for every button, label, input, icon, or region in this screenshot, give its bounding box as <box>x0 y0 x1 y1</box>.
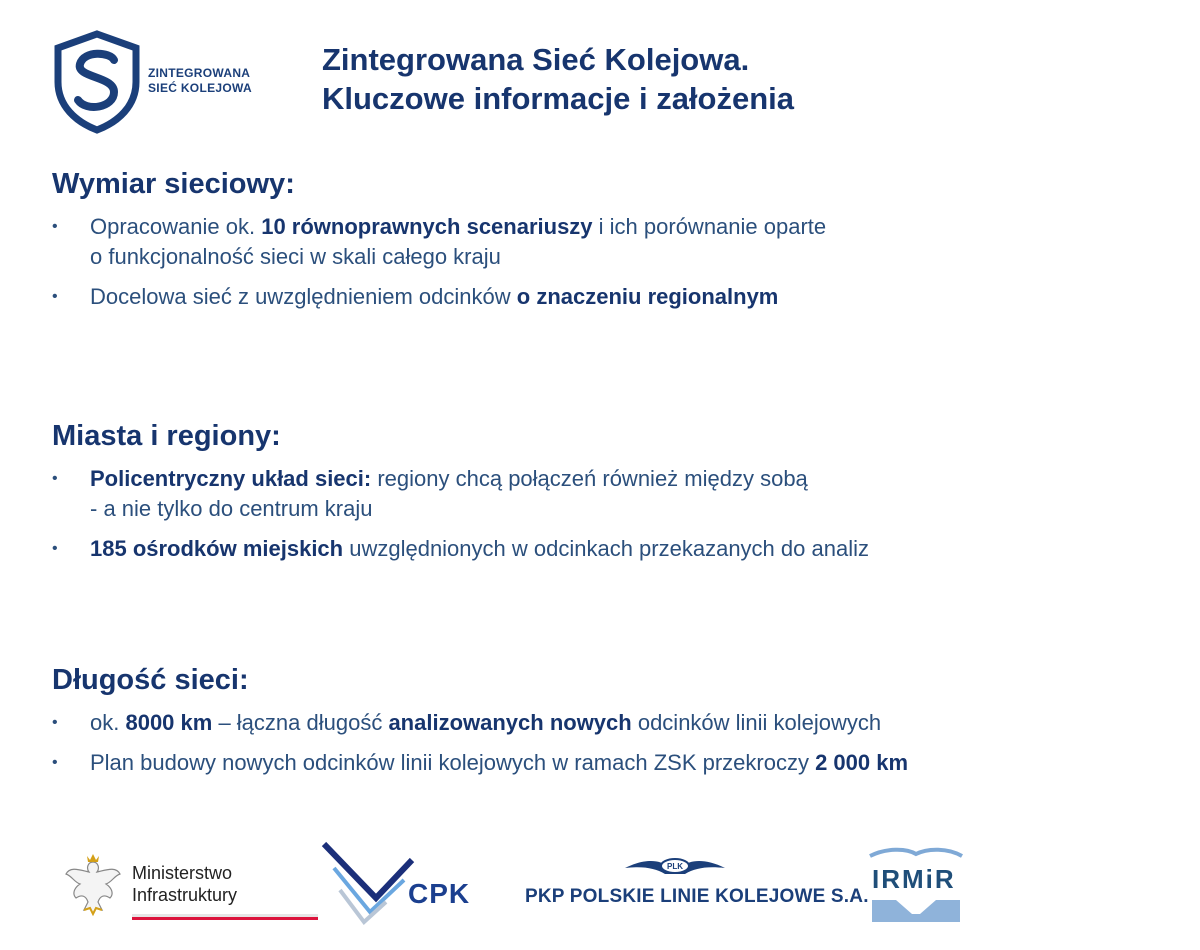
ministry-logo <box>62 848 272 928</box>
text: Plan budowy nowych odcinków linii kolejowych w ramach ZSK przekroczy <box>90 750 816 775</box>
emphasis: Policentryczny układ sieci: <box>90 466 372 491</box>
bullet-icon: • <box>52 714 58 731</box>
text: i ich porównanie oparte <box>592 214 827 239</box>
section-heading: Wymiar sieciowy: <box>52 168 295 200</box>
bullet-text <box>90 748 1172 778</box>
plk-logo <box>525 854 869 924</box>
irmir-logo <box>866 844 966 934</box>
bullet-list <box>52 464 1172 564</box>
cpk-label: CPK <box>408 878 471 909</box>
logo-text-line2: SIEĆ KOLEJOWA <box>148 81 252 95</box>
shield-s-icon <box>52 30 142 134</box>
bullet-icon: • <box>52 218 58 235</box>
flag-red <box>132 917 318 920</box>
text: regiony chcą połączeń również między sobą <box>371 466 808 491</box>
emphasis: 10 równoprawnych scenariuszy <box>261 214 593 239</box>
bullet-item <box>52 748 1172 778</box>
emphasis: o znaczeniu regionalnym <box>516 284 779 309</box>
plk-label: PKP POLSKIE LINIE KOLEJOWE S.A. <box>525 886 869 907</box>
text: – łączna długość <box>212 710 389 735</box>
title-line2: Kluczowe informacje i założenia <box>322 81 795 116</box>
zsk-logo-text <box>148 66 252 96</box>
bullet-text <box>90 212 1172 242</box>
text: uwzględnionych w odcinkach przekazanych do analiz <box>343 536 869 561</box>
section-network-length <box>52 662 1172 788</box>
bullet-item <box>52 708 1172 738</box>
section-network-dimension <box>52 166 1172 322</box>
bullet-icon: • <box>52 470 58 487</box>
winged-wheel-icon <box>525 854 825 884</box>
emphasis: 2 000 km <box>815 750 909 775</box>
bullet-text <box>90 708 1172 738</box>
page-title <box>322 40 794 118</box>
text: Docelowa sieć z uwzględnieniem odcinków <box>90 284 517 309</box>
bullet-icon: • <box>52 288 58 305</box>
title-line1: Zintegrowana Sieć Kolejowa. <box>322 42 750 77</box>
flag-stripe <box>132 914 318 920</box>
zsk-logo <box>52 30 282 134</box>
bullet-item <box>52 282 1172 312</box>
text: ok. <box>90 710 126 735</box>
ministry-line1: Ministerstwo <box>132 863 233 883</box>
emphasis: analizowanych nowych <box>388 710 632 735</box>
emphasis: 8000 km <box>125 710 213 735</box>
cpk-logo <box>320 840 490 930</box>
partner-logos <box>0 840 1200 950</box>
text: Opracowanie ok. <box>90 214 262 239</box>
plk-badge-text: PLK <box>667 862 683 871</box>
bullet-text <box>90 464 1172 494</box>
bullet-text <box>90 282 1172 312</box>
bullet-list <box>52 708 1172 778</box>
text: odcinków linii kolejowych <box>631 710 882 735</box>
bullet-list <box>52 212 1172 312</box>
eagle-emblem-icon <box>62 848 124 918</box>
bullet-icon: • <box>52 540 58 557</box>
irmir-label: IRMiR <box>872 864 956 894</box>
section-heading: Miasta i regiony: <box>52 420 281 452</box>
bullet-text-continued: - a nie tylko do centrum kraju <box>90 496 373 521</box>
bullet-text <box>90 534 1172 564</box>
bullet-text-continued: o funkcjonalność sieci w skali całego kraju <box>90 244 501 269</box>
section-cities-regions <box>52 418 1172 574</box>
bullet-item <box>52 212 1172 272</box>
bullet-icon: • <box>52 754 58 771</box>
ministry-line2: Infrastruktury <box>132 885 238 905</box>
bullet-item <box>52 464 1172 524</box>
section-heading: Długość sieci: <box>52 664 249 696</box>
logo-text-line1: ZINTEGROWANA <box>148 66 251 80</box>
emphasis: 185 ośrodków miejskich <box>90 536 344 561</box>
ministry-name <box>132 862 237 906</box>
bullet-item <box>52 534 1172 564</box>
